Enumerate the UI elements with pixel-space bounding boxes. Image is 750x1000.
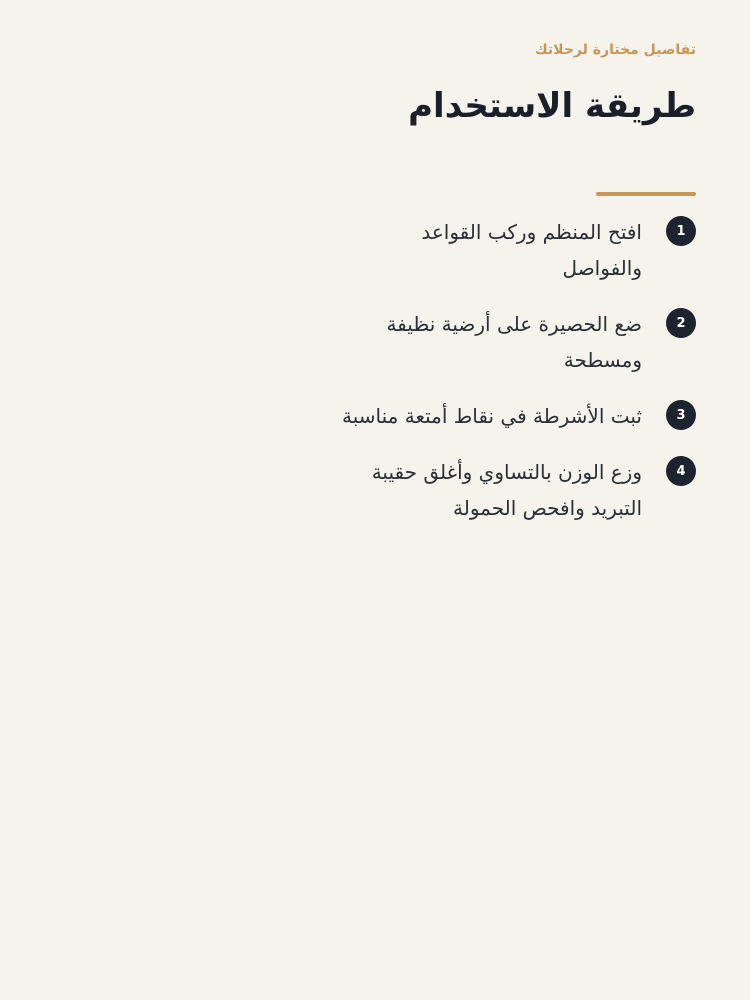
- step-number-badge: 2: [666, 308, 696, 338]
- accent-rule-wrap: [54, 128, 696, 196]
- step-text: ثبت الأشرطة في نقاط أمتعة مناسبة: [342, 404, 642, 428]
- step-item: [54, 214, 696, 286]
- accent-divider: [596, 192, 696, 196]
- eyebrow-label: تفاصيل مختارة لرحلاتك: [534, 42, 696, 58]
- step-number-badge: 1: [666, 216, 696, 246]
- step-item: [54, 454, 696, 526]
- step-item: [54, 306, 696, 378]
- step-text: افتح المنظم وركب القواعد والفواصل: [421, 220, 642, 280]
- step-text: ضع الحصيرة على أرضية نظيفة ومسطحة: [386, 312, 642, 372]
- page-title: طريقة الاستخدام: [408, 86, 696, 126]
- step-text: وزع الوزن بالتساوي وأغلق حقيبة التبريد وافحص الحمولة: [371, 460, 642, 520]
- step-number-badge: 3: [666, 400, 696, 430]
- step-number-badge: 4: [666, 456, 696, 486]
- steps-list: [54, 214, 696, 526]
- step-item: [54, 398, 696, 434]
